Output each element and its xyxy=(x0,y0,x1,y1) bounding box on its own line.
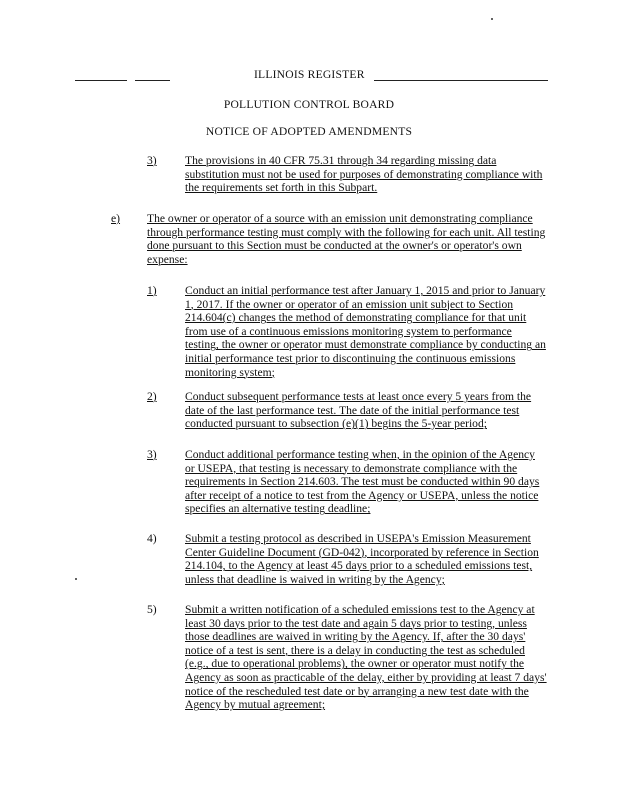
board-title: POLLUTION CONTROL BOARD xyxy=(223,98,395,111)
register-title: ILLINOIS REGISTER xyxy=(254,68,365,81)
header-rule-right xyxy=(374,80,548,81)
item-label: 3) xyxy=(147,154,157,167)
scan-speck xyxy=(75,578,77,580)
item-text: Conduct an initial performance test after January 1, 2015 and prior to January 1, 2017. If the owner or operator of an emission unit subject to Section 214.604(c) changes the method of demonstrating compliance for that unit from use of a continuous emissions monitoring system to performance testing, the owner or operator must demonstrate compliance by conducting an initial performance test prior to discontinuing the continuous emissions monitoring system; xyxy=(185,284,546,379)
subsection-label: e) xyxy=(111,212,121,225)
item-label: 5) xyxy=(147,603,157,616)
item-text: The provisions in 40 CFR 75.31 through 34 regarding missing data substitution must not be used for purposes of demonstrating compliance with the requirements set forth in this Subpart. xyxy=(185,154,543,195)
item-text: Conduct additional performance testing when, in the opinion of the Agency or USEPA, that testing is necessary to demonstrate compliance with the requirements in Section 214.603. The test must be conducted within 90 days after receipt of a notice to test from the Agency or USEPA, unless the notice specifies an alternative testing deadline; xyxy=(185,448,540,516)
item-text: Submit a testing protocol as described in USEPA's Emission Measurement Center Guideline Document (GD-042), incorporated by reference in Section 214.104, to the Agency at least 45 days prior to a scheduled emissions test, unless that deadline is waived in writing by the Agency; xyxy=(185,532,539,586)
header-rule-left-1 xyxy=(75,80,127,81)
item-label: 4) xyxy=(147,532,157,545)
scan-speck xyxy=(491,18,493,20)
item-label: 1) xyxy=(147,284,157,297)
item-label: 2) xyxy=(147,390,157,403)
item-text: Conduct subsequent performance tests at least once every 5 years from the date of the last performance test. The date of the initial performance test conducted pursuant to subsection (e)(1) begins the 5-year period; xyxy=(185,390,532,431)
subsection-text: The owner or operator of a source with an emission unit demonstrating compliance through performance testing must comply with the following for each unit. All testing done pursuant to this Section must be conducted at the owner's or operator's own expense: xyxy=(147,212,546,266)
item-text: Submit a written notification of a scheduled emissions test to the Agency at least 30 days prior to the test date and again 5 days prior to testing, unless those deadlines are waived in writing by the Agency. If, after the 30 days' notice of a test is sent, there is a delay in conducting the test as scheduled (e.g., due to operational problems), the owner or operator must notify the Agency as soon as practicable of the delay, either by providing at least 7 days' notice of the rescheduled test date or by arranging a new test date with the Agency by mutual agreement; xyxy=(185,603,547,712)
header-rule-left-2 xyxy=(135,80,170,81)
item-label: 3) xyxy=(147,448,157,461)
notice-title: NOTICE OF ADOPTED AMENDMENTS xyxy=(205,125,413,138)
